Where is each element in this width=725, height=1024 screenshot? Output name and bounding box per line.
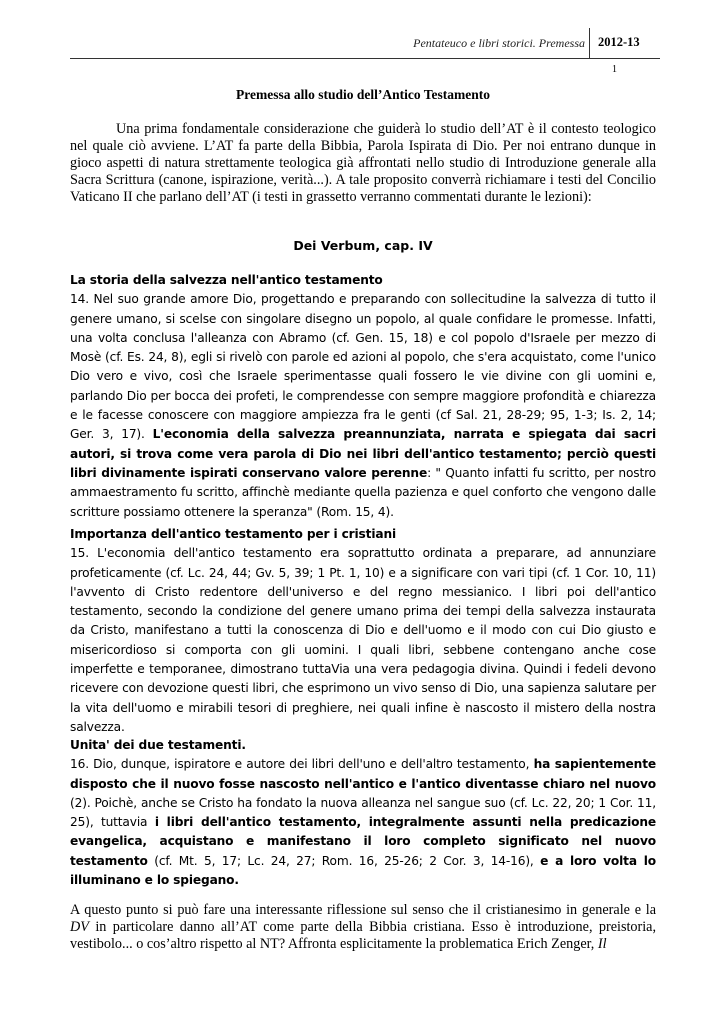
paragraph-16-text-2: (2). Poichè, anche se Cristo ha fondato la nuova alleanza nel sangue suo (cf. Lc. 22, 20; 1 Cor. 11, 25), tuttavia (70, 795, 656, 830)
section-importanza (70, 525, 656, 737)
header-year: 2012-13 (598, 35, 640, 49)
section-heading-salvezza: La storia della salvezza nell'antico testamento (70, 273, 383, 287)
paragraph-16-bold-1: ha sapientemente disposto che il nuovo fosse nascosto nell'antico e l'antico diventasse chiaro nel nuovo (70, 757, 656, 791)
dei-verbum-title: Dei Verbum, cap. IV (293, 238, 433, 253)
page-header (0, 28, 725, 58)
header-title: Pentateuco e libri storici. Premessa (413, 36, 585, 50)
paragraph-16-bold-3: e a loro volta lo illuminano e lo spiegano. (70, 853, 656, 888)
closing-paragraph (70, 902, 656, 953)
intro-paragraph: Una prima fondamentale considerazione che guiderà lo studio dell’AT è il contesto teologico nel quale ciò avviene. L’AT fa parte della Bibbia, Parola Ispirata di Dio. Per noi entrano dunque in gioco aspetti di natura strettamente teologica già affrontati nello studio di Introduzione generale alla Sacra Scrittura (canone, ispirazione, verità...). A tale proposito converrà richiamare i testi del Concilio Vaticano II che parlano dell’AT (i testi in grassetto verranno commentati durante le lezioni): (70, 121, 656, 205)
paragraph-14-bold: L'economia della salvezza preannunziata, narrata e spiegata dai sacri autori, si trova come vera parola di Dio nei libri dell'antico testamento; perciò questi libri divinamente ispirati conservano valore perenne (70, 427, 656, 480)
closing-il: Il (597, 936, 607, 952)
section-heading-importanza: Importanza dell'antico testamento per i cristiani (70, 527, 396, 541)
document-title: Premessa allo studio dell’Antico Testamento (236, 87, 490, 102)
closing-text-2: in particolare danno all’AT come parte della Bibbia cristiana. Esso è introduzione, preistoria, vestibolo... o cos’altro rispetto al NT? Affronta esplicitamente la problematica Erich Zenger, (70, 919, 657, 952)
page-number: 1 (612, 64, 617, 75)
paragraph-15-text: 15. L'economia dell'antico testamento era soprattutto ordinata a preparare, ad annunziare profeticamente (cf. Lc. 24, 44; Gv. 5, 39; 1 Pt. 1, 10) e a significare con vari tipi (cf. 1 Cor. 10, 11) l'avvento di Cristo redentore dell'universo e del regno messianico. I libri poi dell'antico testamento, secondo la condizione del genere umano prima dei tempi della salvezza instaurata da Cristo, manifestano a tutti la conoscenza di Dio e dell'uomo e il modo con cui Dio giusto e misericordioso si comporta con gli uomini. I quali libri, sebbene contengano anche cose imperfette e temporanee, dimostrano tuttaVia una vera pedagogia divina. Quindi i fedeli devono ricevere con devozione questi libri, che esprimono un vivo senso di Dio, una sapienza salutare per la vita dell'uomo e mirabili tesori di preghiere, nei quali infine è nascosto il mistero della nostra salvezza. (70, 546, 656, 734)
header-divider (589, 28, 590, 58)
paragraph-14-text: 14. Nel suo grande amore Dio, progettando e preparando con sollecitudine la salvezza di tutto il genere umano, si scelse con singolare disegno un popolo, al quale confidare le promesse. Infatti, una volta conclusa l'alleanza con Abramo (cf. Gen. 15, 18) e col popolo d'Israele per mezzo di Mosè (cf. Es. 24, 8), egli si rivelò con parole ed azioni al popolo, che s'era acquistato, come l'unico Dio vero e vivo, così che Israele sperimentasse quali fossero le vie divine con gli uomini e, parlando Dio per bocca dei profeti, le comprendesse con sempre maggiore profondità e chiarezza e le facesse conoscere con maggiore ampiezza fra le genti (cf Sal. 21, 28-29; 95, 1-3; Is. 2, 14; Ger. 3, 17). (70, 292, 656, 442)
paragraph-16-text-3: (cf. Mt. 5, 17; Lc. 24, 27; Rom. 16, 25-26; 2 Cor. 3, 14-16), (154, 853, 534, 868)
section-salvezza (70, 271, 656, 522)
closing-dv: DV (70, 919, 89, 935)
header-rule (70, 58, 660, 59)
closing-text-1: A questo punto si può fare una interessante riflessione sul senso che il cristianesimo in generale e la (70, 902, 656, 918)
paragraph-16-text-1: 16. Dio, dunque, ispiratore e autore dei libri dell'uno e dell'altro testamento, (70, 757, 530, 772)
section-heading-unita: Unita' dei due testamenti. (70, 738, 246, 752)
paragraph-16-bold-2: i libri dell'antico testamento, integralmente assunti nella predicazione evangelica, acquistano e manifestano il loro completo significato nel nuovo testamento (70, 815, 656, 868)
section-unita (70, 736, 656, 890)
paragraph-14-quote: : " Quanto infatti fu scritto, per nostro ammaestramento fu scritto, affinchè mediante quella pazienza e quel conforto che vengono dalle scritture possiamo ottenere la speranza" (Rom. 15, 4). (70, 465, 656, 519)
